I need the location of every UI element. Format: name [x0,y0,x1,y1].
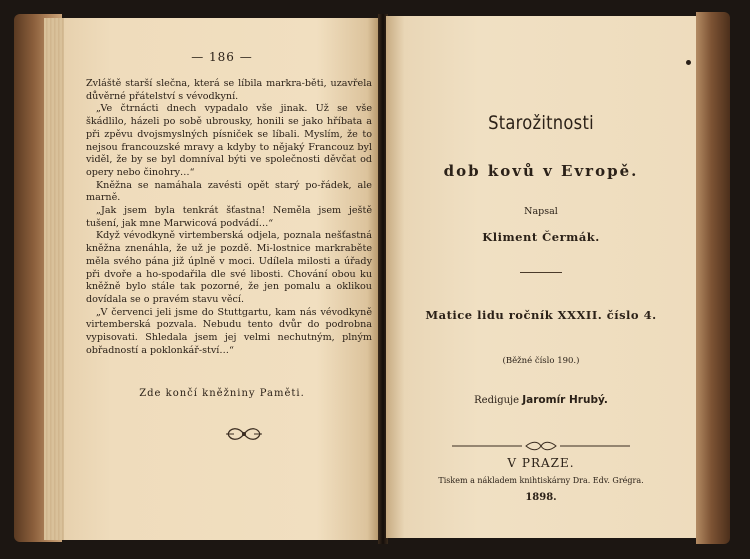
book-title: Starožitnosti [488,112,594,134]
paragraph: „Jak jsem byla tenkrát šťastna! Neměla jsem ještě tušení, jak mne Marwicová podvádí…“ [86,205,372,229]
left-page [64,18,380,540]
paragraph: Když vévodkyně virtemberská odjela, poznala nešťastná kněžna znenáhla, že už je pozdě. Mi-lostnice markraběte měla svého pána již úplně v moci. Udílela milosti a úřady při dvoře a ho-spodařila dle své libosti. Chování obou ku kněžně bylo stále tak pozorné, že jen pomalu a oklikou dovídala se o pravém stavu věcí. [86,230,372,305]
publisher-line: Tiskem a nákladem knihtiskárny Dra. Edv. Grégra. [438,476,644,485]
publication-year: 1898. [525,492,557,503]
ink-spot [686,60,691,65]
page-number: — 186 — [191,50,253,64]
paragraph: Kněžna se namáhala zavésti opět starý po-řádek, ale marně. [86,179,372,204]
wrote-label: Napsal [524,206,558,217]
right-cover-edge [696,12,730,544]
editor-name: Jaromír Hrubý. [522,394,608,406]
book-subtitle: dob kovů v Evropě. [443,162,639,180]
paragraph: „Ve čtrnácti dnech vypadalo vše jinak. Už se vše škádlilo, házeli po sobě ubrousky, honili se jako hříbata a při zpěvu dvojsmyslných písniček se líbali. Myslím, že to nejsou francouzské mravy a kdyby to nějaký Francouz byl viděl, že by se byl domníval býti ve společnosti děvčat od opery nebo činohry…“ [86,103,372,178]
closing-line: Zde končí kněžniny Paměti. [139,388,305,399]
series-line: Matice lidu ročník XXXII. číslo 4. [425,308,657,322]
running-number: (Běžné číslo 190.) [502,356,580,366]
author-name: Kliment Čermák. [482,230,600,244]
publication-place: V PRAZE. [507,456,575,470]
paragraph: „V červenci jeli jsme do Stuttgartu, kam nás vévodkyně virtemberská pozvala. Nebudu tento dvůr do podrobna vypisovati. Shledala jsem jej velmi nechutným, plným obřadností a poklonkář-ství…“ [86,306,372,356]
editor-label: Rediguje [474,395,520,406]
left-page-body [86,78,372,357]
paragraph: Zvláště starší slečna, která se líbila markra-běti, uzavřela důvěrné přátelství s vévodkyní. [86,78,372,102]
divider [520,272,562,273]
editor-line [386,394,696,406]
title-page [386,16,696,538]
fleuron-ornament-icon [224,424,264,444]
decorative-rule-icon [450,441,632,451]
